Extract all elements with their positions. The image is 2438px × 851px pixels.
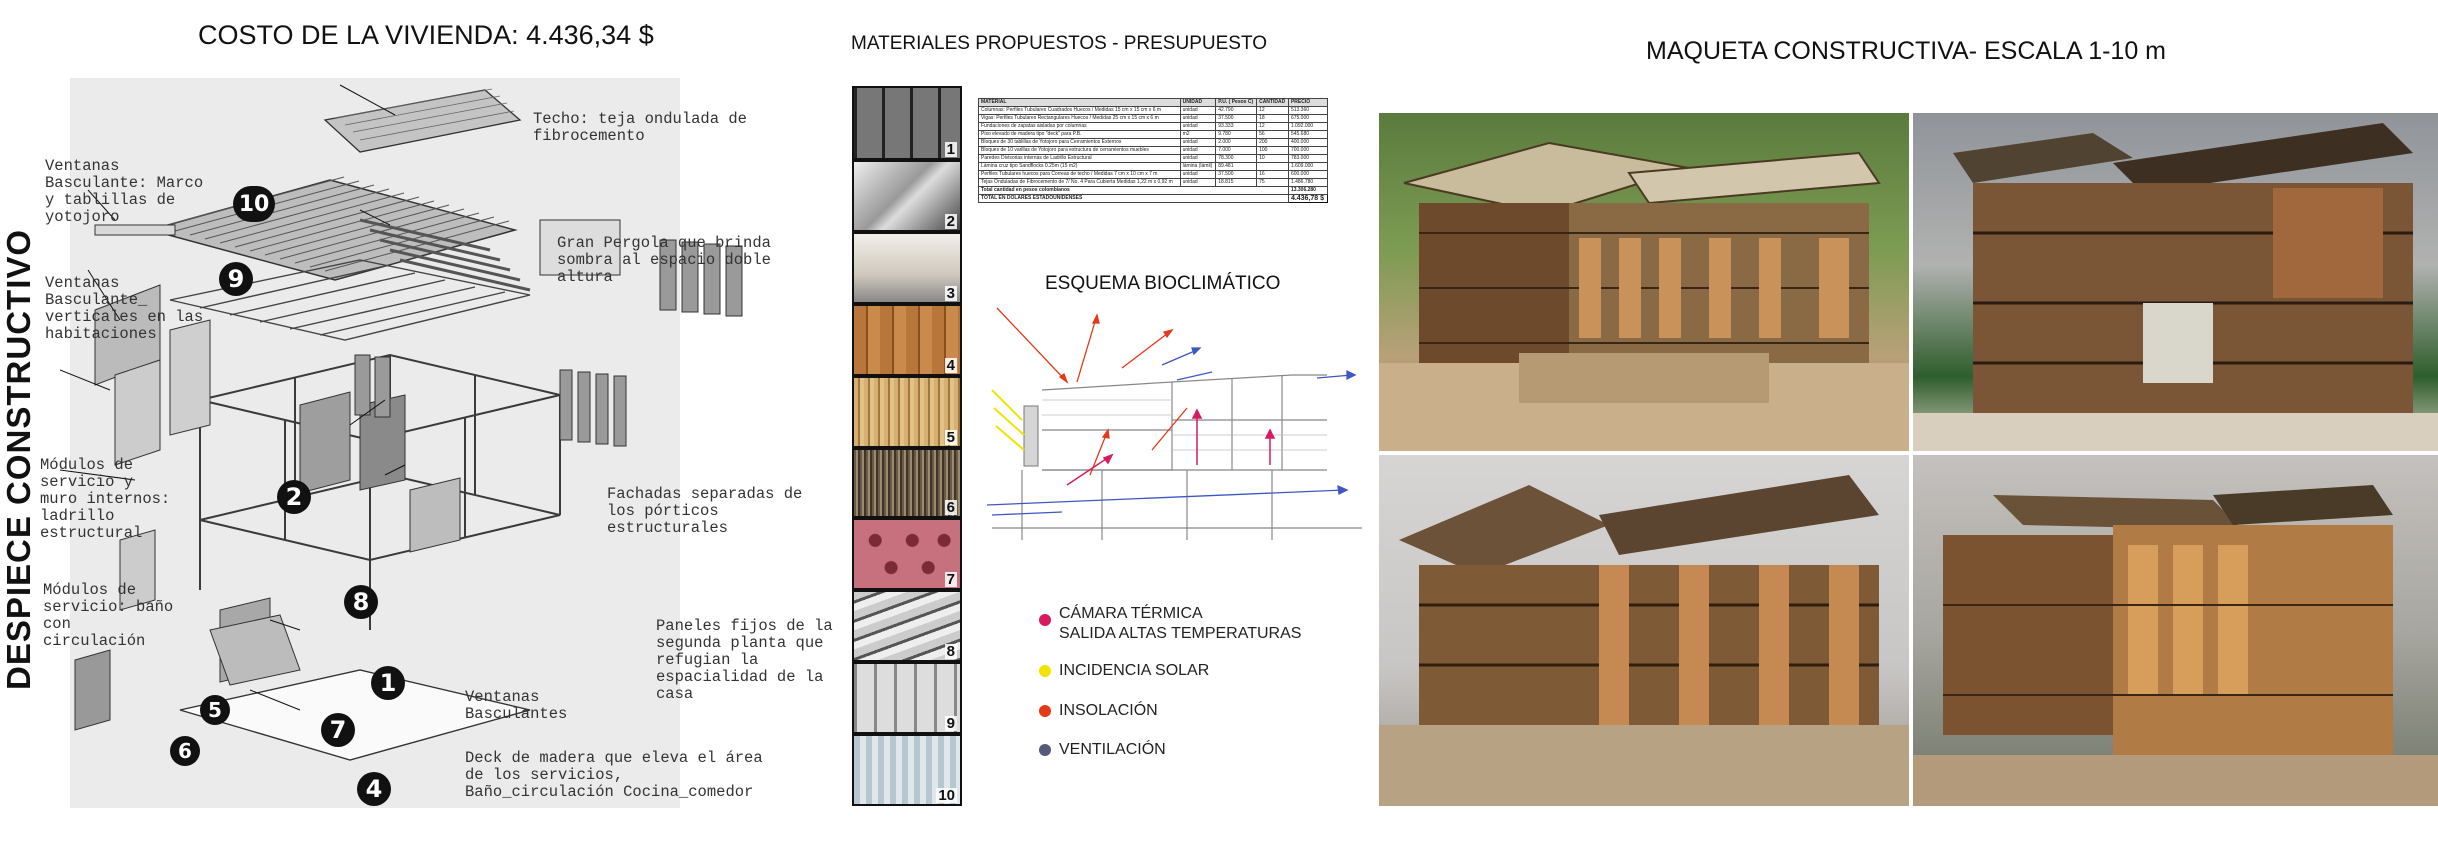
bioclimatic-title: ESQUEMA BIOCLIMÁTICO bbox=[1045, 273, 1281, 294]
annotation-windows-vertical: Ventanas Basculante_ verticales en las habitaciones bbox=[45, 274, 204, 343]
annotation-bathroom-modules: Módulos de servicio: baño con circulación bbox=[43, 581, 174, 650]
materials-title: MATERIALES PROPUESTOS - PRESUPUESTO bbox=[851, 33, 1267, 54]
table-row: Tejas Onduladas de Fibrocemento de 7/ No. 4 Para Cubierta Medidas 1,22 m x 0,92 m unidad 18.815 75 1.486.780 bbox=[979, 179, 1328, 187]
legend-label-insolation: INSOLACIÓN bbox=[1059, 702, 1158, 719]
table-row: Paredes Divisorias internas de Ladrillo Estructural unidad 78.300 10 783.000 bbox=[979, 155, 1328, 163]
table-row: Bloques de 30 tablillas de Yotojoro para Cerramientos Externos unidad 2.000 200 400.000 bbox=[979, 139, 1328, 147]
table-row: Bloques de 10 varillas de Yotojoro para estructura de cerramientos muebles unidad 7.000 100 700.000 bbox=[979, 147, 1328, 155]
material-swatch-10: 10 bbox=[852, 734, 962, 806]
table-row: Vigas: Perfiles Tubulares Rectangulares Huecos / Medidas 25 cm x 15 cm x 6 m unidad 37.500 18 675.000 bbox=[979, 115, 1328, 123]
budget-header-unit-price: P.U. ( Pesos C) bbox=[1216, 99, 1257, 107]
material-swatch-5: 5 bbox=[852, 376, 962, 448]
louvre-panel bbox=[1024, 406, 1038, 466]
model-title: MAQUETA CONSTRUCTIVA- ESCALA 1-10 m bbox=[1646, 37, 2167, 65]
model-photo-side-right bbox=[1913, 455, 2438, 806]
marker-8: 8 bbox=[344, 585, 378, 619]
budget-header-material: MATERIAL bbox=[979, 99, 1181, 107]
material-swatch-2: 2 bbox=[852, 160, 962, 232]
table-row: Fundaciones de zapatas aisladas por columnas unidad 93.333 12 1.092.000 bbox=[979, 123, 1328, 131]
annotation-roof: Techo: teja ondulada de fibrocemento bbox=[533, 110, 747, 145]
budget-header-quantity: CANTIDAD bbox=[1257, 99, 1289, 107]
material-swatch-7: 7 bbox=[852, 518, 962, 590]
ventilation-arrows bbox=[987, 348, 1355, 515]
legend-label-thermal: CÁMARA TÉRMICA SALIDA ALTAS TEMPERATURAS bbox=[1059, 605, 1302, 642]
material-swatch-3: 3 bbox=[852, 232, 962, 304]
budget-table bbox=[978, 98, 1328, 203]
legend-dot-solar bbox=[1039, 665, 1051, 677]
legend-label-solar: INCIDENCIA SOLAR bbox=[1059, 662, 1210, 679]
vertical-title: DESPIECE CONSTRUCTIVO bbox=[0, 228, 37, 690]
annotation-deck: Deck de madera que eleva el área de los servicios, Baño_circulación Cocina_comedor bbox=[465, 749, 763, 801]
model-photo-side-left bbox=[1379, 455, 1909, 806]
table-row: Perfiles Tubulares huecos para Correas de techo / Medidas 7 cm x 10 cm x 7 m unidad 37.500 16 600.000 bbox=[979, 171, 1328, 179]
material-swatch-1: 1 bbox=[852, 86, 962, 160]
marker-10: 10 bbox=[233, 186, 275, 222]
table-row: Piso elevado de madera tipo "deck" para P.B. m2 9.780 56 545.680 bbox=[979, 131, 1328, 139]
marker-6: 6 bbox=[170, 736, 200, 766]
annotation-pergola: Gran Pergola que brinda sombra al espacio doble altura bbox=[557, 234, 771, 286]
marker-1: 1 bbox=[371, 666, 405, 700]
model-photo-front-right bbox=[1913, 113, 2438, 451]
budget-table-wrapper bbox=[978, 98, 1328, 203]
annotation-facades: Fachadas separadas de los pórticos estructurales bbox=[607, 485, 803, 537]
annotation-windows-frame: Ventanas Basculante: Marco y tablillas de yotojoro bbox=[45, 157, 204, 226]
annotation-fixed-panels: Paneles fijos de la segunda planta que refugian la espacialidad de la casa bbox=[656, 617, 833, 703]
marker-4: 4 bbox=[357, 772, 391, 806]
bioclimatic-diagram bbox=[972, 290, 1372, 550]
budget-dollar-row: TOTAL EN DOLARES ESTADOUNIDENSES 4.436,78 $ bbox=[979, 195, 1328, 203]
budget-header-unit: UNIDAD bbox=[1180, 99, 1216, 107]
marker-5: 5 bbox=[200, 695, 230, 725]
marker-2: 2 bbox=[277, 480, 311, 514]
solar-incidence-rays bbox=[992, 390, 1024, 450]
legend-dot-ventilation bbox=[1039, 744, 1051, 756]
legend-dot-thermal bbox=[1039, 614, 1051, 626]
thermal-chamber-arrows bbox=[1067, 410, 1274, 485]
cost-title: COSTO DE LA VIVIENDA: 4.436,34 $ bbox=[198, 20, 654, 50]
material-swatch-4: 4 bbox=[852, 304, 962, 376]
budget-header-price: PRECIO bbox=[1288, 99, 1327, 107]
legend-label-ventilation: VENTILACIÓN bbox=[1059, 741, 1166, 758]
model-photo-front-left bbox=[1379, 113, 1909, 451]
material-swatch-9: 9 bbox=[852, 662, 962, 734]
marker-7: 7 bbox=[321, 713, 355, 747]
table-row: Lámina cruz tipo Sandflocks 0.25m (15 m2) lámina (lámil) 89.481 1.609.000 bbox=[979, 163, 1328, 171]
material-swatch-6: 6 bbox=[852, 448, 962, 518]
budget-header-row bbox=[979, 99, 1328, 107]
marker-9: 9 bbox=[219, 262, 253, 296]
material-swatch-8: 8 bbox=[852, 590, 962, 662]
annotation-service-modules: Módulos de servicio y muro internos: ladrillo estructural bbox=[40, 456, 171, 542]
table-row: Columnas: Perfiles Tubulares Cuadrados Huecos / Medidas 15 cm x 15 cm x 6 m unidad 42.790 12 513.360 bbox=[979, 107, 1328, 115]
legend-dot-insolation bbox=[1039, 705, 1051, 717]
annotation-tilting-windows: Ventanas Basculantes bbox=[465, 688, 568, 723]
budget-total-row: Total cantidad en pesos colombianos 13.306.280 bbox=[979, 187, 1328, 195]
